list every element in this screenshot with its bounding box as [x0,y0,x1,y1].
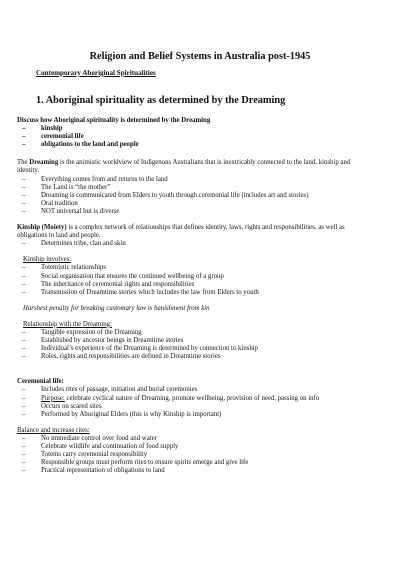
list-item: – Determines tribe, clan and skin [17,240,366,248]
discuss-list [17,125,366,149]
list-item: – The inheritance of ceremonial rights and responsibilities [17,281,366,289]
balance-heading: Balance and increase rites: [17,426,90,434]
list-item: – Social organisation that ensures the continued wellbeing of a group [17,273,366,281]
dreaming-definition-text: is the animistic worldview of Indigenous Australians that is inextricably connected to the land, kinship and identity. [17,159,351,175]
list-item: – Includes rites of passage, initiation and burial ceremonies [17,386,366,394]
kinship-term: Kinship (Moiety) [17,224,67,232]
list-item: – Established by ancestor beings in Dreamtime stories [17,337,366,345]
list-item: – Occurs on scared sites [17,403,366,411]
list-item: – Everything comes from and returns to the land [17,176,366,184]
list-item: – NOT universal but is diverse [17,208,366,216]
list-item: – Totemistic relationships [17,264,366,272]
kinship-definition-text: is a complex network of relationships that defines identity, laws, rights and responsibilities, as well as obligations to land and people. [17,224,345,240]
list-item: – Totems carry ceremonial responsibility [17,451,366,459]
list-item [17,395,366,403]
ceremonial-heading: Ceremonial life: [17,378,64,386]
list-item: – Celebrate wildlife and continuation of food supply [17,443,366,451]
dreaming-term: Dreaming [29,159,59,167]
ceremonial-list [17,386,366,418]
discuss-heading: Discuss how Aboriginal spirituality is determined by the Dreaming [17,117,211,124]
kinship-involves-list [17,264,366,296]
kinship-involves-heading: Kinship involves: [23,256,72,264]
dreaming-list [17,176,366,216]
list-item: – Oral tradition [17,200,366,208]
list-item: – Responsible groups must perform rites to ensure spirits emerge and give life [17,459,366,467]
list-item: – Performed by Aboriginal Elders (this is why Kinship is important) [17,411,366,419]
list-item: – No immediate control over food and water [17,435,366,443]
list-item: – Roles, rights and responsibilities are defined in Dreamtime stories [17,353,366,361]
list-item: – The Land is “the mother” [17,184,366,192]
list-item: – Practical representation of obligations to land [17,467,366,475]
document-subtitle: Contemporary Aboriginal Spiritualities [36,69,156,77]
document-body [17,117,366,475]
section-heading: 1. Aboriginal spirituality as determined by the Dreaming [36,95,286,106]
purpose-label: Purpose: [41,394,65,402]
purpose-text: celebrate cyclical nature of Dreaming, promote wellbeing, provision of need, passing on info [64,394,320,402]
balance-list [17,435,366,475]
kinship-note: Harshest penalty for breaking customary law is banishment from kin [23,304,210,312]
list-item: – Tangible expression of the Dreaming [17,329,366,337]
relationship-list [17,329,366,361]
list-item: – Individual’s experience of the Dreaming is determined by connection to kinship [17,345,366,353]
list-item: – kinship [17,125,366,133]
document-title: Religion and Belief Systems in Australia post-1945 [89,51,311,62]
dreaming-lead-pre: The [17,159,30,167]
relationship-heading: Relationship with the Dreaming: [23,320,112,328]
list-item: – Transmission of Dreamtime stories which includes the law from Elders to youth [17,289,366,297]
list-item: – ceremonial life [17,133,366,141]
dreaming-definition [17,159,366,175]
kinship-def-list [17,240,366,248]
kinship-definition [17,224,366,240]
list-item: – obligations to the land and people [17,141,366,149]
list-item: – Dreaming is communicated from Elders to youth through ceremonial life (includes art and stories) [17,192,366,200]
